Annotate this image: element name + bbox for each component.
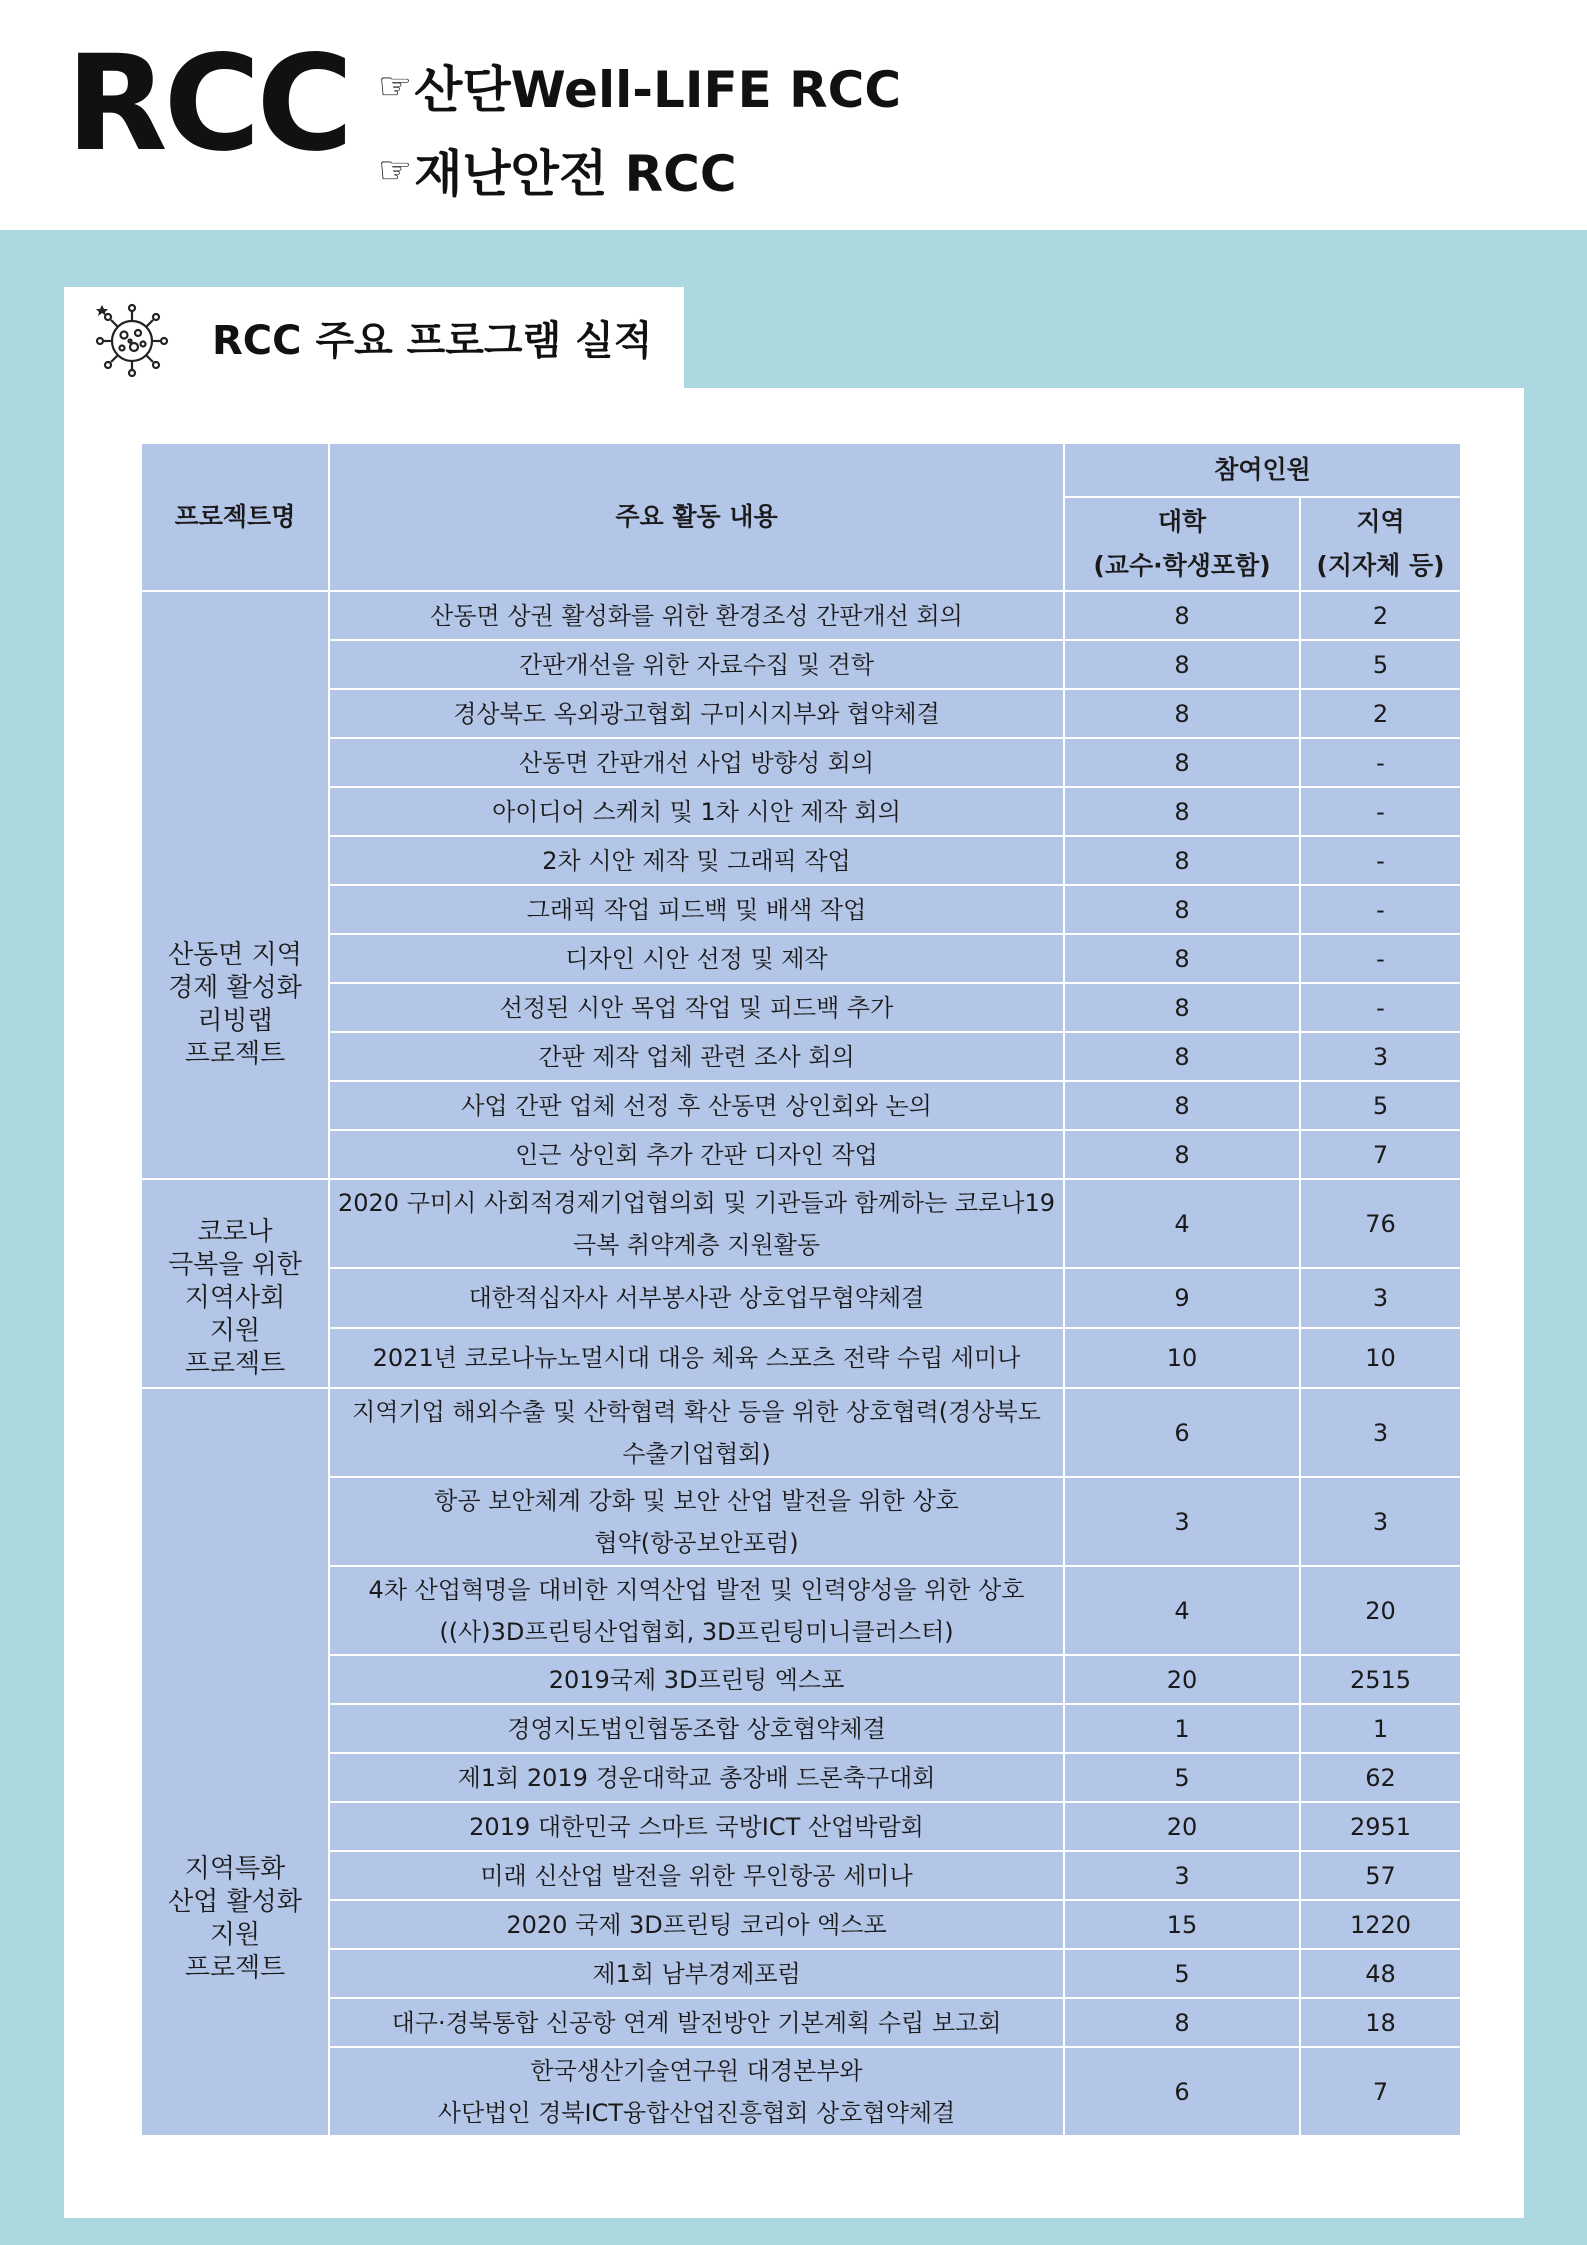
region-count-cell: 3 <box>1300 1268 1461 1328</box>
header-activity: 주요 활동 내용 <box>329 443 1064 591</box>
region-count-cell: 62 <box>1300 1753 1461 1802</box>
activity-cell: 그래픽 작업 피드백 및 배색 작업 <box>329 885 1064 934</box>
university-count-cell: 6 <box>1064 1388 1300 1477</box>
region-count-cell: - <box>1300 787 1461 836</box>
region-count-cell: 1220 <box>1300 1900 1461 1949</box>
table-row <box>141 1655 1461 1704</box>
region-count-cell: 2515 <box>1300 1655 1461 1704</box>
table-row <box>141 1998 1461 2047</box>
university-count-cell: 8 <box>1064 689 1300 738</box>
header-participants: 참여인원 <box>1064 443 1461 497</box>
region-count-cell: 48 <box>1300 1949 1461 1998</box>
table-row <box>141 1900 1461 1949</box>
subtitle-text: 산단Well-LIFE RCC <box>414 61 902 119</box>
header-region: 지역 (지자체 등) <box>1300 497 1461 591</box>
subtitle-text: 재난안전 RCC <box>414 145 737 203</box>
pointing-hand-icon: ☞ <box>378 64 413 108</box>
activity-cell: 제1회 2019 경운대학교 총장배 드론축구대회 <box>329 1753 1064 1802</box>
activity-cell: 2020 국제 3D프린팅 코리아 엑스포 <box>329 1900 1064 1949</box>
region-count-cell: - <box>1300 934 1461 983</box>
university-count-cell: 8 <box>1064 1081 1300 1130</box>
university-count-cell: 5 <box>1064 1753 1300 1802</box>
table-row <box>141 1566 1461 1655</box>
university-count-cell: 8 <box>1064 1998 1300 2047</box>
activity-cell: 2021년 코로나뉴노멀시대 대응 체육 스포츠 전략 수립 세미나 <box>329 1328 1064 1388</box>
table-row <box>141 1081 1461 1130</box>
region-count-cell: 18 <box>1300 1998 1461 2047</box>
activity-cell: 경상북도 옥외광고협회 구미시지부와 협약체결 <box>329 689 1064 738</box>
university-count-cell: 8 <box>1064 983 1300 1032</box>
university-count-cell: 3 <box>1064 1477 1300 1566</box>
table-row <box>141 1328 1461 1388</box>
activity-cell: 간판개선을 위한 자료수집 및 견학 <box>329 640 1064 689</box>
region-count-cell: - <box>1300 983 1461 1032</box>
university-count-cell: 8 <box>1064 591 1300 640</box>
table-row <box>141 1753 1461 1802</box>
table-row <box>141 2047 1461 2136</box>
table-row <box>141 1704 1461 1753</box>
university-count-cell: 8 <box>1064 640 1300 689</box>
region-count-cell: - <box>1300 885 1461 934</box>
university-count-cell: 8 <box>1064 885 1300 934</box>
table-row <box>141 1388 1461 1477</box>
university-count-cell: 6 <box>1064 2047 1300 2136</box>
university-count-cell: 5 <box>1064 1949 1300 1998</box>
project-name-cell: 지역특화 산업 활성화 지원 프로젝트 <box>141 1388 329 2136</box>
university-count-cell: 20 <box>1064 1655 1300 1704</box>
region-count-cell: - <box>1300 738 1461 787</box>
activity-cell: 산동면 간판개선 사업 방향성 회의 <box>329 738 1064 787</box>
region-count-cell: - <box>1300 836 1461 885</box>
activity-cell: 2차 시안 제작 및 그래픽 작업 <box>329 836 1064 885</box>
university-count-cell: 8 <box>1064 738 1300 787</box>
university-count-cell: 4 <box>1064 1566 1300 1655</box>
university-count-cell: 8 <box>1064 1032 1300 1081</box>
university-count-cell: 8 <box>1064 787 1300 836</box>
university-count-cell: 10 <box>1064 1328 1300 1388</box>
table-row <box>141 885 1461 934</box>
region-count-cell: 57 <box>1300 1851 1461 1900</box>
activity-cell: 아이디어 스케치 및 1차 시안 제작 회의 <box>329 787 1064 836</box>
university-count-cell: 1 <box>1064 1704 1300 1753</box>
project-name-cell: 코로나 극복을 위한 지역사회 지원 프로젝트 <box>141 1179 329 1388</box>
subtitle-list <box>378 46 901 214</box>
university-count-cell: 8 <box>1064 934 1300 983</box>
university-count-cell: 15 <box>1064 1900 1300 1949</box>
activity-cell: 대한적십자사 서부봉사관 상호업무협약체결 <box>329 1268 1064 1328</box>
activity-cell: 2019국제 3D프린팅 엑스포 <box>329 1655 1064 1704</box>
activity-cell: 사업 간판 업체 선정 후 산동면 상인회와 논의 <box>329 1081 1064 1130</box>
region-count-cell: 3 <box>1300 1477 1461 1566</box>
program-results-table <box>140 442 1462 2137</box>
table-row <box>141 1130 1461 1179</box>
region-count-cell: 1 <box>1300 1704 1461 1753</box>
table-row <box>141 1477 1461 1566</box>
university-count-cell: 4 <box>1064 1179 1300 1268</box>
table-row <box>141 1802 1461 1851</box>
section-title: RCC 주요 프로그램 실적 <box>212 318 653 364</box>
university-count-cell: 9 <box>1064 1268 1300 1328</box>
pointing-hand-icon: ☞ <box>378 148 413 192</box>
activity-cell: 항공 보안체계 강화 및 보안 산업 발전을 위한 상호 협약(항공보안포럼) <box>329 1477 1064 1566</box>
table-row <box>141 1268 1461 1328</box>
activity-cell: 대구·경북통합 신공항 연계 발전방안 기본계획 수립 보고회 <box>329 1998 1064 2047</box>
project-name-cell: 산동면 지역 경제 활성화 리빙랩 프로젝트 <box>141 591 329 1179</box>
activity-cell: 디자인 시안 선정 및 제작 <box>329 934 1064 983</box>
region-count-cell: 5 <box>1300 640 1461 689</box>
table-row <box>141 1179 1461 1268</box>
table-row <box>141 1949 1461 1998</box>
region-count-cell: 3 <box>1300 1388 1461 1477</box>
activity-cell: 경영지도법인협동조합 상호협약체결 <box>329 1704 1064 1753</box>
region-count-cell: 7 <box>1300 2047 1461 2136</box>
subtitle-2 <box>378 130 901 214</box>
region-count-cell: 5 <box>1300 1081 1461 1130</box>
region-count-cell: 20 <box>1300 1566 1461 1655</box>
region-count-cell: 76 <box>1300 1179 1461 1268</box>
table-row <box>141 640 1461 689</box>
activity-cell: 한국생산기술연구원 대경본부와 사단법인 경북ICT융합산업진흥협회 상호협약체결 <box>329 2047 1064 2136</box>
virus-icon <box>94 301 170 377</box>
activity-cell: 미래 신산업 발전을 위한 무인항공 세미나 <box>329 1851 1064 1900</box>
table-row <box>141 836 1461 885</box>
activity-cell: 2020 구미시 사회적경제기업협의회 및 기관들과 함께하는 코로나19 극복 취약계층 지원활동 <box>329 1179 1064 1268</box>
table-row <box>141 1032 1461 1081</box>
table-row <box>141 591 1461 640</box>
region-count-cell: 2951 <box>1300 1802 1461 1851</box>
activity-cell: 지역기업 해외수출 및 산학협력 확산 등을 위한 상호협력(경상북도 수출기업협회) <box>329 1388 1064 1477</box>
university-count-cell: 3 <box>1064 1851 1300 1900</box>
university-count-cell: 20 <box>1064 1802 1300 1851</box>
header-university: 대학 (교수·학생포함) <box>1064 497 1300 591</box>
activity-cell: 인근 상인회 추가 간판 디자인 작업 <box>329 1130 1064 1179</box>
table-row <box>141 787 1461 836</box>
university-count-cell: 8 <box>1064 1130 1300 1179</box>
table-row <box>141 1851 1461 1900</box>
subtitle-1 <box>378 46 901 130</box>
header <box>0 0 1587 230</box>
header-project: 프로젝트명 <box>141 443 329 591</box>
page-title: RCC <box>66 27 350 181</box>
region-count-cell: 10 <box>1300 1328 1461 1388</box>
activity-cell: 4차 산업혁명을 대비한 지역산업 발전 및 인력양성을 위한 상호 ((사)3D프린팅산업협회, 3D프린팅미니클러스터) <box>329 1566 1064 1655</box>
activity-cell: 2019 대한민국 스마트 국방ICT 산업박람회 <box>329 1802 1064 1851</box>
table-row <box>141 689 1461 738</box>
section-tab <box>64 287 684 389</box>
university-count-cell: 8 <box>1064 836 1300 885</box>
activity-cell: 산동면 상권 활성화를 위한 환경조성 간판개선 회의 <box>329 591 1064 640</box>
activity-cell: 선정된 시안 목업 작업 및 피드백 추가 <box>329 983 1064 1032</box>
region-count-cell: 3 <box>1300 1032 1461 1081</box>
activity-cell: 간판 제작 업체 관련 조사 회의 <box>329 1032 1064 1081</box>
region-count-cell: 7 <box>1300 1130 1461 1179</box>
table-row <box>141 934 1461 983</box>
activity-cell: 제1회 남부경제포럼 <box>329 1949 1064 1998</box>
region-count-cell: 2 <box>1300 689 1461 738</box>
table-row <box>141 738 1461 787</box>
table-row <box>141 983 1461 1032</box>
region-count-cell: 2 <box>1300 591 1461 640</box>
